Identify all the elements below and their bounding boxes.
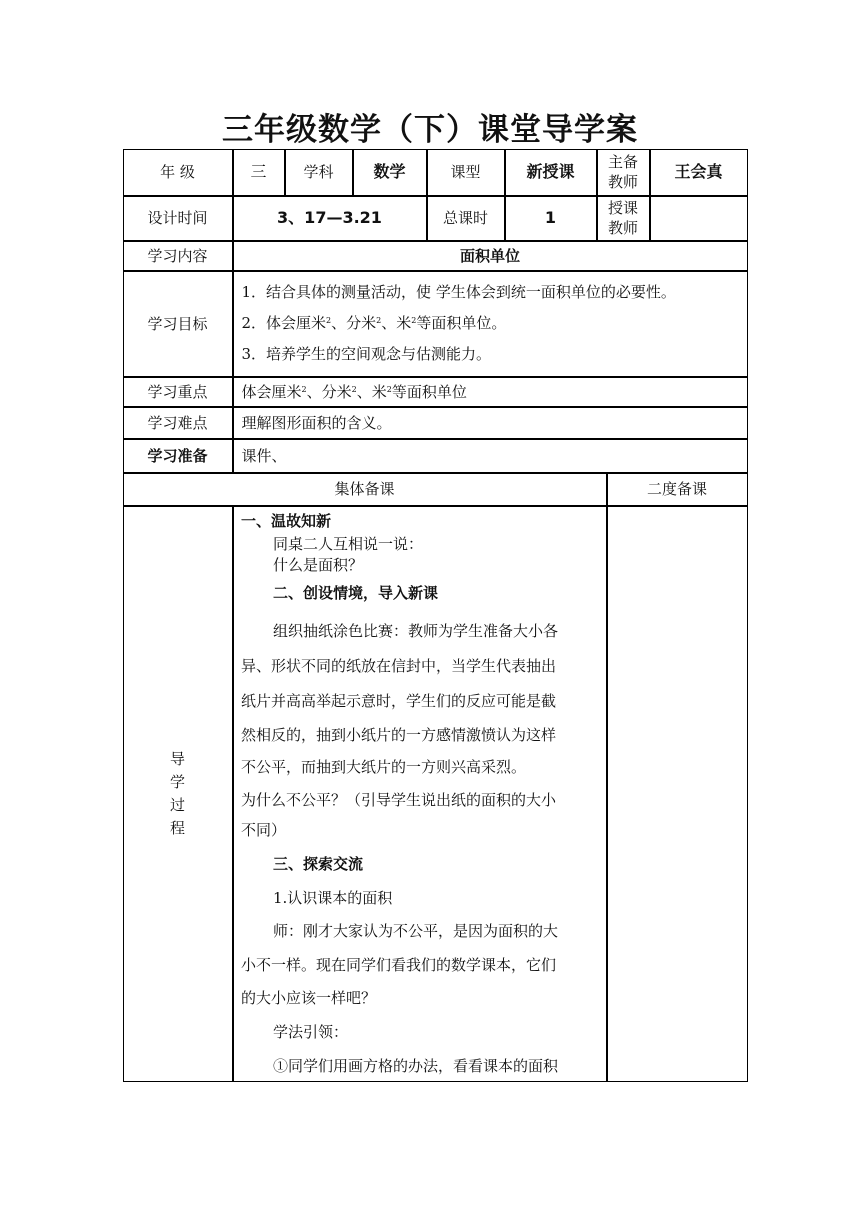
section-heading: 二、创设情境，导入新课 <box>273 584 439 602</box>
lesson-type-label: 课型 <box>427 149 505 196</box>
subject-value: 数学 <box>353 149 427 196</box>
learning-focus-value: 体会厘米 2 、分米 2 、米 2 等面积单位 <box>233 377 748 407</box>
process-label-char: 程 <box>169 818 185 837</box>
learning-prep-value: 课件、 <box>233 439 748 473</box>
process-label-char: 过 <box>169 795 185 814</box>
learning-goal-item: 2．体会厘米$^2$、分米$^2$、米$^2$等面积单位。 <box>241 313 507 332</box>
learning-goals-label: 学习目标 <box>123 271 233 377</box>
teaching-teacher-label-line1: 授课 <box>607 199 638 217</box>
paragraph-line: 不同） <box>241 821 287 839</box>
learning-goals-list <box>233 271 748 377</box>
grade-value: 三 <box>233 149 285 196</box>
paragraph-line: 然相反的，抽到小纸片的一方感情激愤认为这样 <box>241 726 557 744</box>
lead-teacher-label-line2: 教师 <box>607 173 638 191</box>
total-hours-value: 1 <box>505 196 597 241</box>
paragraph-line: 为什么不公平？（引导学生说出纸的面积的大小 <box>241 791 557 809</box>
paragraph-line: 什么是面积？ <box>273 556 364 574</box>
group-prep-header: 集体备课 <box>123 473 607 506</box>
paragraph-line: 小不一样。现在同学们看我们的数学课本，它们 <box>241 956 557 974</box>
paragraph-line: 不公平，而抽到大纸片的一方则兴高采烈。 <box>241 758 527 776</box>
learning-focus-label: 学习重点 <box>123 377 233 407</box>
section-heading: 三、探索交流 <box>273 855 364 873</box>
paragraph-line: 纸片并高高举起示意时，学生们的反应可能是截 <box>241 692 557 710</box>
learning-difficulty-value: 理解图形面积的含义。 <box>233 407 748 439</box>
learning-content-value: 面积单位 <box>233 241 748 271</box>
paragraph-line: 异、形状不同的纸放在信封中，当学生代表抽出 <box>241 657 557 675</box>
section-heading: 一、温故知新 <box>241 512 332 530</box>
paragraph-line: 同桌二人互相说一说： <box>273 535 424 553</box>
teaching-teacher-label <box>597 196 650 241</box>
second-prep-header: 二度备课 <box>607 473 748 506</box>
process-label-char: 学 <box>169 772 185 791</box>
grade-label: 年 级 <box>123 149 233 196</box>
lead-teacher-label-line1: 主备 <box>607 153 638 171</box>
paragraph-line: 1.认识课本的面积 <box>273 889 393 907</box>
paragraph-line: 师：刚才大家认为不公平，是因为面积的大 <box>273 922 559 940</box>
process-label <box>123 506 233 1082</box>
learning-goal-item: 1．结合具体的测量活动，使 学生体会到统一面积单位的必要性。 <box>241 282 676 301</box>
teaching-teacher-label-line2: 教师 <box>607 219 638 237</box>
paragraph-line: 的大小应该一样吧？ <box>241 989 377 1007</box>
subject-label: 学科 <box>285 149 353 196</box>
learning-prep-label: 学习准备 <box>123 439 233 473</box>
paragraph-line: ①同学们用画方格的办法，看看课本的面积 <box>273 1057 559 1075</box>
learning-difficulty-label: 学习难点 <box>123 407 233 439</box>
page-title: 三年级数学（下）课堂导学案 <box>222 112 638 148</box>
design-time-label: 设计时间 <box>123 196 233 241</box>
lesson-type-value: 新授课 <box>505 149 597 196</box>
lead-teacher-label <box>597 149 650 196</box>
learning-content-label: 学习内容 <box>123 241 233 271</box>
total-hours-label: 总课时 <box>427 196 505 241</box>
lead-teacher-value: 王会真 <box>650 149 748 196</box>
paragraph-line: 组织抽纸涂色比赛：教师为学生准备大小各 <box>273 622 559 640</box>
teaching-teacher-value <box>650 196 748 241</box>
design-time-value: 3、17—3.21 <box>233 196 427 241</box>
learning-goal-item: 3．培养学生的空间观念与估测能力。 <box>241 345 492 364</box>
paragraph-line: 学法引领： <box>273 1023 349 1041</box>
process-label-char: 导 <box>169 749 185 768</box>
